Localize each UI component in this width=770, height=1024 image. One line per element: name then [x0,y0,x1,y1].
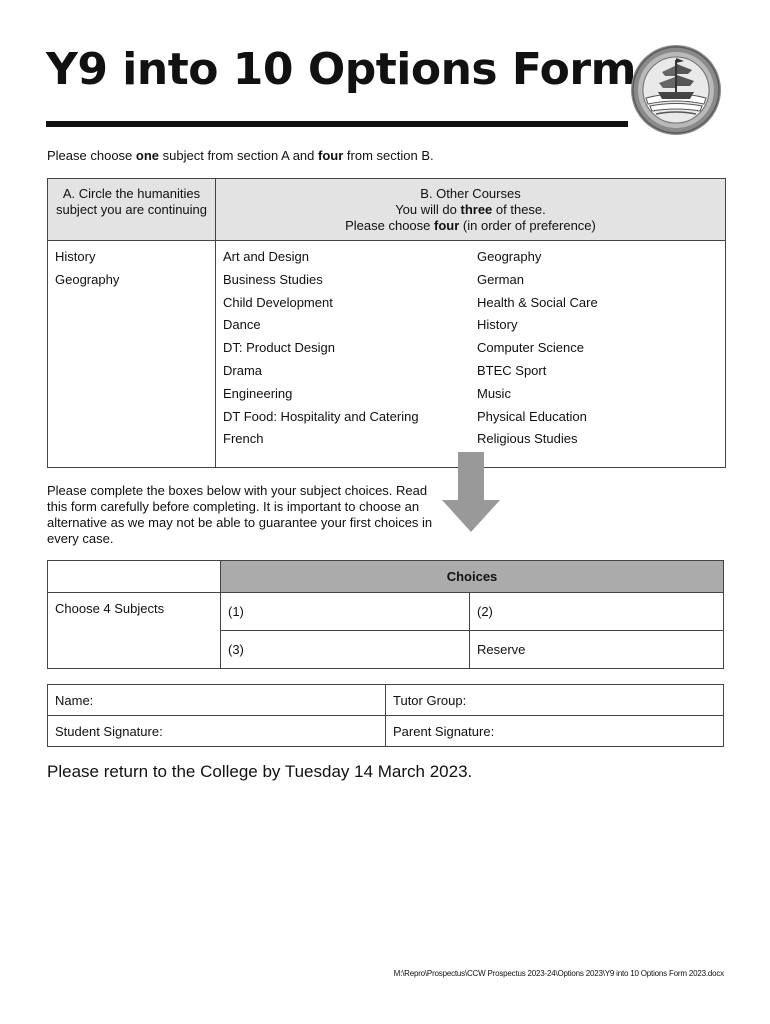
subject-option-b: Drama [223,362,263,378]
courses-table [47,178,726,468]
choice-slot-2[interactable]: (2) [470,593,724,631]
tutor-group-field[interactable]: Tutor Group: [386,685,724,716]
subject-option-b: Physical Education [477,408,587,424]
subject-option-b: Child Development [223,294,333,310]
section-b-heading: B. Other Courses You will do three of these. Please choose four (in order of preference) [216,179,726,241]
humanities-list [55,249,215,295]
section-b-cell [216,241,726,468]
subject-option-b: Dance [223,317,261,333]
choices-table [47,560,724,669]
subject-option-b: Music [477,385,511,401]
choices-heading: Choices [221,561,724,593]
down-arrow-icon [442,452,500,532]
intro-instruction: Please choose one subject from section A and four from section B. [47,148,434,163]
section-a-heading: A. Circle the humanities subject you are continuing [48,179,216,241]
subject-option-b: Art and Design [223,249,309,264]
file-path-footer: M:\Repro\Prospectus\CCW Prospectus 2023-24\Options 2023\Y9 into 10 Options Form 2023.docx [393,969,724,978]
college-crest-ship-icon [630,44,722,136]
subject-option-b: Geography [477,249,542,264]
parent-signature-field[interactable]: Parent Signature: [386,716,724,747]
subject-option-b: Business Studies [223,271,323,287]
student-details-table [47,684,724,747]
other-courses-list-right [477,249,598,454]
title-underline [46,121,628,127]
page-title: Y9 into 10 Options Form [46,44,636,95]
subject-option-b: DT: Product Design [223,340,335,356]
subject-option-b: DT Food: Hospitality and Catering [223,408,419,424]
choices-corner-cell [48,561,221,593]
student-signature-field[interactable]: Student Signature: [48,716,386,747]
subject-option-a[interactable]: Geography [55,271,120,287]
subject-option-b: Computer Science [477,340,584,356]
subject-option-b: French [223,431,264,447]
subject-option-b: BTEC Sport [477,362,547,378]
choice-slot-3[interactable]: (3) [221,631,470,669]
choose-subjects-label: Choose 4 Subjects [48,593,221,669]
other-courses-list-left [223,249,419,454]
subject-option-b: Health & Social Care [477,294,598,310]
name-field[interactable]: Name: [48,685,386,716]
subject-option-b: History [477,317,518,333]
return-deadline-note: Please return to the College by Tuesday 14 March 2023. [47,762,473,781]
subject-option-b: Religious Studies [477,431,578,447]
section-a-cell [48,241,216,468]
subject-option-b: Engineering [223,385,293,401]
choice-slot-reserve[interactable]: Reserve [470,631,724,669]
subject-option-a[interactable]: History [55,249,96,264]
completion-instructions: Please complete the boxes below with your subject choices. Read this form carefully before completing. It is important to choose an alternative as we may not be able to guarantee your first choices in every case. [47,483,433,546]
subject-option-b: German [477,271,524,287]
choice-slot-1[interactable]: (1) [221,593,470,631]
